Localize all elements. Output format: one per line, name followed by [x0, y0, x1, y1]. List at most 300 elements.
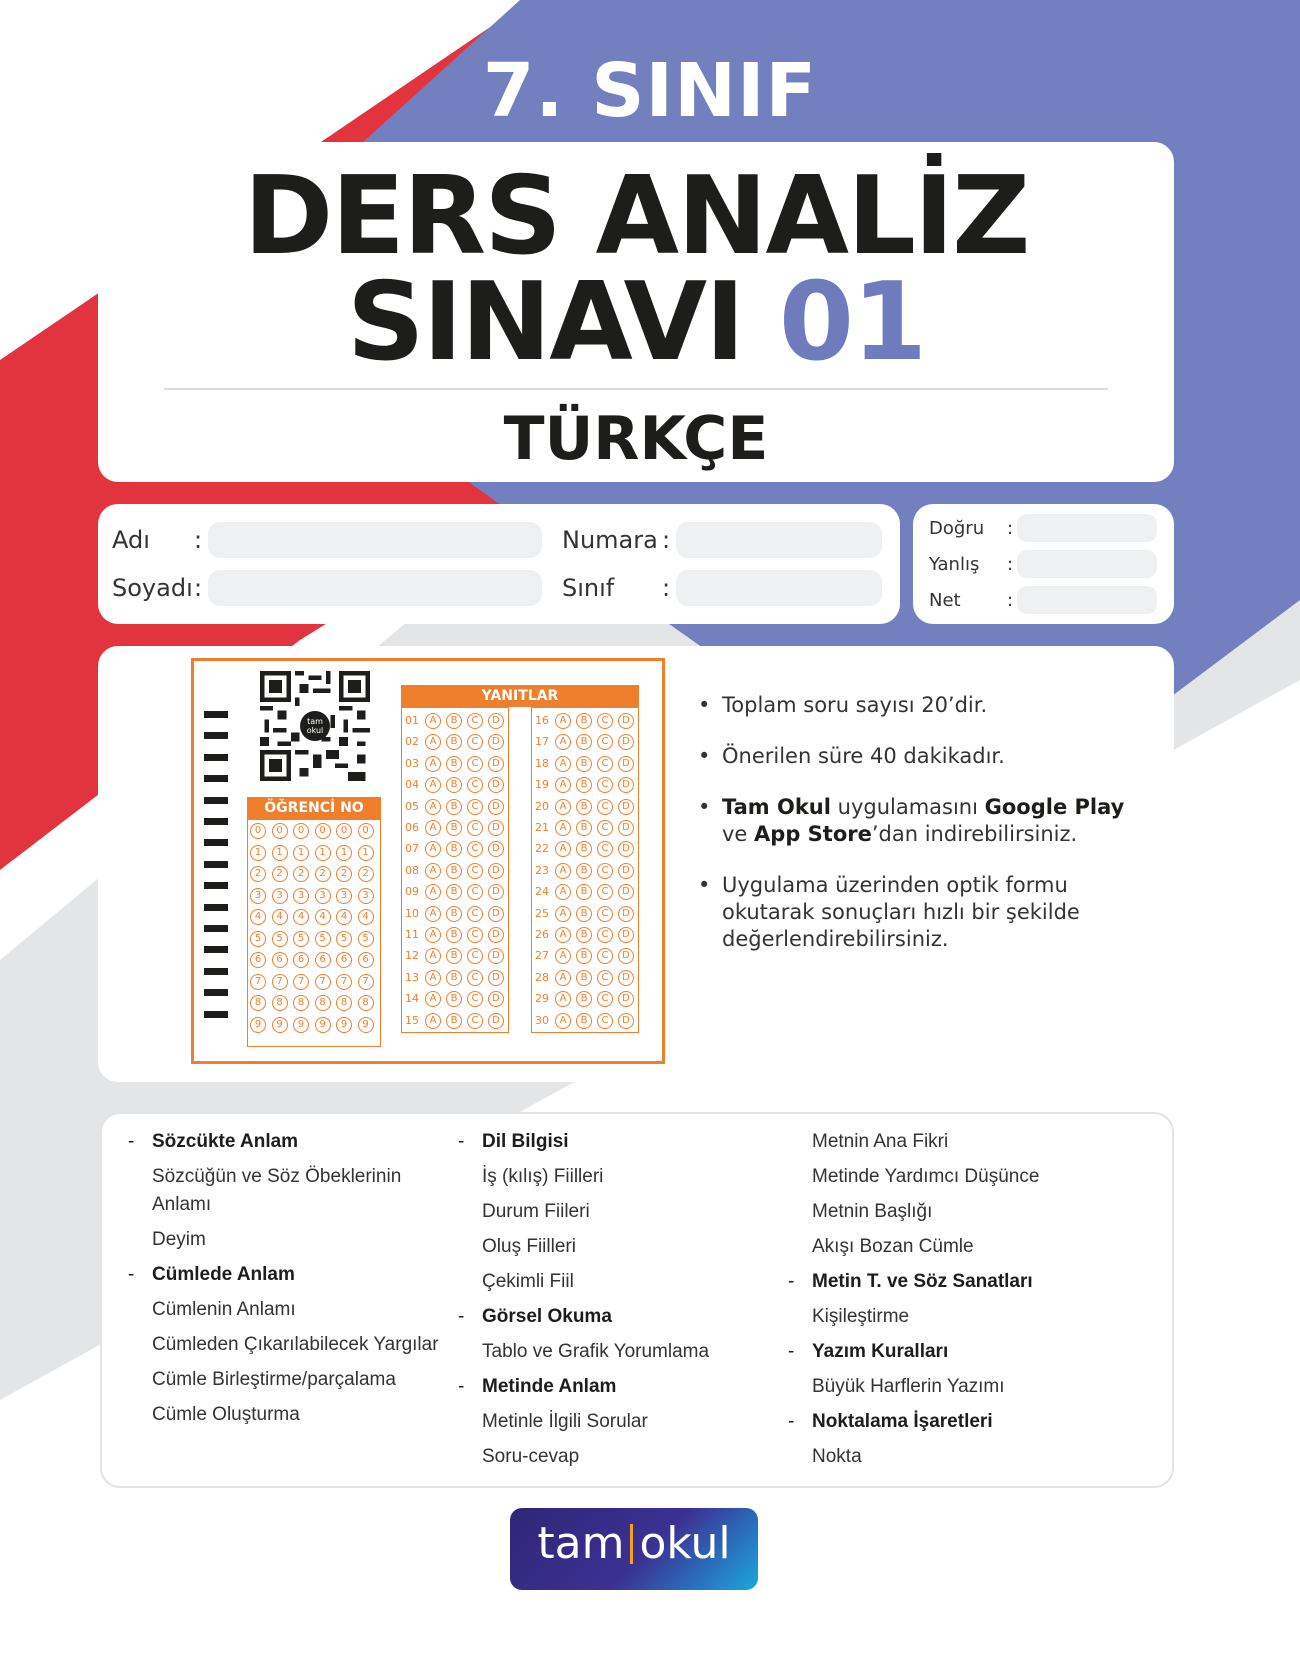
student-no-bubble[interactable]: 6: [250, 952, 266, 968]
instruction-item: [698, 692, 1138, 719]
answer-bubble[interactable]: D: [488, 906, 504, 922]
answer-bubble[interactable]: A: [425, 777, 441, 793]
topic-item: Metnin Ana Fikri: [812, 1131, 949, 1152]
question-number: 18: [535, 756, 549, 770]
student-no-bubble[interactable]: 7: [315, 974, 331, 990]
student-no-bubble[interactable]: 3: [293, 888, 309, 904]
topic-heading: - Metinde Anlam: [482, 1373, 782, 1401]
topic-heading: - Görsel Okuma: [482, 1303, 782, 1331]
answer-bubble[interactable]: A: [425, 863, 441, 879]
topic-item: Cümle Birleştirme/parçalama: [152, 1369, 396, 1390]
logo-right: okul: [639, 1518, 731, 1569]
answer-bubble[interactable]: B: [446, 991, 462, 1007]
answer-bubble[interactable]: D: [618, 970, 634, 986]
student-no-bubble[interactable]: 9: [272, 1017, 288, 1033]
answer-bubble[interactable]: A: [425, 948, 441, 964]
topic-item: Büyük Harflerin Yazımı: [812, 1376, 1005, 1397]
timing-mark: [204, 904, 228, 911]
student-no-bubble[interactable]: 7: [336, 974, 352, 990]
answer-bubble[interactable]: A: [555, 841, 571, 857]
score-card: [913, 504, 1174, 624]
student-no-bubble[interactable]: 4: [358, 909, 374, 925]
student-no-bubble[interactable]: 4: [272, 909, 288, 925]
answer-bubble[interactable]: C: [597, 799, 613, 815]
answer-bubble[interactable]: C: [467, 1013, 483, 1029]
answer-bubble[interactable]: C: [467, 948, 483, 964]
answer-bubble[interactable]: D: [618, 991, 634, 1007]
student-no-bubble[interactable]: 8: [315, 995, 331, 1011]
answer-bubble[interactable]: D: [488, 1013, 504, 1029]
question-number: 12: [405, 949, 419, 963]
answer-bubble[interactable]: A: [555, 1013, 571, 1029]
student-no-bubble[interactable]: 2: [293, 866, 309, 882]
question-number: 29: [535, 992, 549, 1006]
number-colon: :: [662, 526, 671, 554]
answer-bubble[interactable]: A: [425, 1013, 441, 1029]
answer-bubble[interactable]: A: [555, 799, 571, 815]
answer-bubble[interactable]: D: [488, 799, 504, 815]
answer-bubble[interactable]: B: [576, 799, 592, 815]
answer-bubble[interactable]: B: [576, 970, 592, 986]
answer-bubble[interactable]: C: [467, 777, 483, 793]
answer-bubble[interactable]: C: [597, 820, 613, 836]
topic-heading: - Sözcükte Anlam: [152, 1128, 452, 1156]
topics-column-3: [812, 1128, 1112, 1478]
title-card: [98, 142, 1174, 482]
correct-label: Doğru: [929, 518, 985, 539]
answer-bubble[interactable]: A: [425, 970, 441, 986]
answer-bubble[interactable]: B: [446, 1013, 462, 1029]
answer-bubble[interactable]: B: [576, 991, 592, 1007]
question-number: 13: [405, 970, 419, 984]
answer-bubble[interactable]: D: [488, 927, 504, 943]
student-no-bubble[interactable]: 4: [250, 909, 266, 925]
topic-heading: - Noktalama İşaretleri: [812, 1408, 1112, 1436]
class-colon: :: [662, 574, 671, 602]
question-number: 14: [405, 992, 419, 1006]
student-no-bubble[interactable]: 8: [272, 995, 288, 1011]
answer-bubble[interactable]: C: [597, 927, 613, 943]
answer-bubble[interactable]: D: [618, 756, 634, 772]
answer-bubble[interactable]: B: [576, 841, 592, 857]
wrong-colon: :: [1007, 554, 1014, 575]
question-number: 09: [405, 885, 419, 899]
instructions-list: [698, 692, 1138, 977]
timing-mark: [204, 861, 228, 868]
student-no-bubble[interactable]: 0: [293, 823, 309, 839]
instruction-item: [698, 743, 1138, 770]
student-no-bubble[interactable]: 8: [336, 995, 352, 1011]
timing-mark: [204, 732, 228, 739]
answer-bubble[interactable]: C: [597, 948, 613, 964]
instruction-text: App Store: [754, 822, 872, 846]
exam-title-word: SINAVI: [346, 260, 744, 385]
answer-bubble[interactable]: B: [576, 906, 592, 922]
answer-bubble[interactable]: D: [488, 991, 504, 1007]
timing-mark: [204, 925, 228, 932]
answer-bubble[interactable]: A: [555, 777, 571, 793]
topic-item: İş (kılış) Fiilleri: [482, 1166, 604, 1187]
topic-item: Cümlenin Anlamı: [152, 1299, 296, 1320]
answer-bubble[interactable]: C: [597, 1013, 613, 1029]
answer-bubble[interactable]: B: [446, 927, 462, 943]
answer-bubble[interactable]: B: [446, 884, 462, 900]
surname-label: Soyadı: [112, 574, 193, 602]
question-number: 04: [405, 778, 419, 792]
answer-bubble[interactable]: D: [488, 863, 504, 879]
net-field[interactable]: [1017, 586, 1157, 614]
student-no-bubble[interactable]: 2: [272, 866, 288, 882]
question-number: 23: [535, 863, 549, 877]
answer-bubble[interactable]: A: [555, 991, 571, 1007]
student-no-bubble[interactable]: 1: [336, 845, 352, 861]
timing-mark: [204, 989, 228, 996]
answer-bubble[interactable]: B: [446, 906, 462, 922]
student-no-bubble[interactable]: 9: [336, 1017, 352, 1033]
timing-mark: [204, 1011, 228, 1018]
name-field[interactable]: [208, 522, 542, 558]
student-no-bubble[interactable]: 3: [315, 888, 331, 904]
answer-bubble[interactable]: D: [618, 1013, 634, 1029]
name-label: Adı: [112, 526, 150, 554]
topics-column-1: [152, 1128, 452, 1436]
student-no-bubble[interactable]: 5: [336, 931, 352, 947]
number-field[interactable]: [676, 522, 882, 558]
timing-mark: [204, 754, 228, 761]
qr-logo-badge: [300, 711, 330, 741]
student-no-bubble[interactable]: 9: [315, 1017, 331, 1033]
logo-left: tam: [537, 1518, 625, 1569]
topic-heading: - Yazım Kuralları: [812, 1338, 1112, 1366]
answer-bubble[interactable]: A: [425, 756, 441, 772]
student-no-bubble[interactable]: 2: [315, 866, 331, 882]
answer-bubble[interactable]: C: [467, 884, 483, 900]
logo-text: [510, 1518, 758, 1569]
answer-bubble[interactable]: C: [467, 841, 483, 857]
student-no-bubble[interactable]: 3: [272, 888, 288, 904]
question-number: 20: [535, 799, 549, 813]
question-number: 03: [405, 756, 419, 770]
answer-bubble[interactable]: B: [576, 1013, 592, 1029]
student-no-bubble[interactable]: 5: [272, 931, 288, 947]
student-no-bubble[interactable]: 6: [272, 952, 288, 968]
topic-item: Metinle İlgili Sorular: [482, 1411, 648, 1432]
answer-bubble[interactable]: D: [618, 927, 634, 943]
answer-bubble[interactable]: C: [467, 863, 483, 879]
instruction-text: Tam Okul: [722, 795, 831, 819]
answer-bubble[interactable]: C: [467, 927, 483, 943]
question-number: 08: [405, 863, 419, 877]
net-colon: :: [1007, 590, 1014, 611]
question-number: 10: [405, 906, 419, 920]
answer-bubble[interactable]: A: [555, 734, 571, 750]
student-info-card: [98, 504, 900, 624]
topic-item: Cümle Oluşturma: [152, 1404, 300, 1425]
answer-bubble[interactable]: D: [618, 841, 634, 857]
topic-item: Oluş Fiilleri: [482, 1236, 576, 1257]
answer-bubble[interactable]: C: [467, 820, 483, 836]
answer-bubble[interactable]: D: [488, 970, 504, 986]
answer-bubble[interactable]: A: [425, 799, 441, 815]
answer-bubble[interactable]: A: [555, 756, 571, 772]
student-no-bubble[interactable]: 1: [250, 845, 266, 861]
wrong-field[interactable]: [1017, 550, 1157, 578]
topic-item: Metinde Yardımcı Düşünce: [812, 1166, 1040, 1187]
answer-bubble[interactable]: A: [425, 884, 441, 900]
question-number: 21: [535, 821, 549, 834]
topic-item: Tablo ve Grafik Yorumlama: [482, 1341, 710, 1362]
exam-title-line2: [98, 260, 1174, 385]
timing-mark: [204, 711, 228, 718]
instruction-item: [698, 794, 1138, 848]
answer-bubble[interactable]: A: [425, 713, 441, 729]
topic-item: Deyim: [152, 1229, 206, 1250]
answer-bubble[interactable]: D: [618, 799, 634, 815]
grade-title: 7. SINIF: [482, 48, 818, 134]
surname-field[interactable]: [208, 570, 542, 606]
answer-bubble[interactable]: A: [555, 970, 571, 986]
student-no-bubble[interactable]: 3: [250, 888, 266, 904]
topic-heading: - Dil Bilgisi: [482, 1128, 782, 1156]
answer-bubble[interactable]: B: [576, 863, 592, 879]
surname-colon: :: [194, 574, 203, 602]
answer-bubble[interactable]: B: [446, 799, 462, 815]
answer-bubble[interactable]: D: [618, 734, 634, 750]
student-no-bubble[interactable]: 9: [250, 1017, 266, 1033]
net-label: Net: [929, 590, 961, 611]
student-no-bubble[interactable]: 2: [336, 866, 352, 882]
student-no-bubble[interactable]: 0: [315, 823, 331, 839]
qr-logo-line1: tam: [307, 717, 323, 726]
student-no-bubble[interactable]: 0: [358, 823, 374, 839]
answer-bubble[interactable]: B: [446, 777, 462, 793]
student-no-bubble[interactable]: 5: [293, 931, 309, 947]
class-field[interactable]: [676, 570, 882, 606]
qr-logo-line2: okul: [306, 726, 324, 735]
answer-bubble[interactable]: C: [597, 970, 613, 986]
answer-bubble[interactable]: D: [488, 777, 504, 793]
student-no-bubble[interactable]: 7: [358, 974, 374, 990]
answer-bubble[interactable]: D: [488, 841, 504, 857]
student-no-bubble[interactable]: 4: [336, 909, 352, 925]
answer-bubble[interactable]: D: [618, 884, 634, 900]
topic-item: Soru-cevap: [482, 1446, 580, 1467]
question-number: 07: [405, 842, 419, 856]
student-no-bubble[interactable]: 7: [293, 974, 309, 990]
student-no-bubble[interactable]: 2: [358, 866, 374, 882]
student-no-bubble[interactable]: 6: [315, 952, 331, 968]
answer-bubble[interactable]: A: [555, 884, 571, 900]
topic-item: Akışı Bozan Cümle: [812, 1236, 974, 1257]
answer-bubble[interactable]: D: [618, 906, 634, 922]
answer-bubble[interactable]: B: [446, 970, 462, 986]
answer-bubble[interactable]: C: [597, 713, 613, 729]
answer-bubble[interactable]: C: [597, 906, 613, 922]
topic-item: Kişileştirme: [812, 1306, 910, 1327]
answer-bubble[interactable]: A: [555, 906, 571, 922]
wrong-label: Yanlış: [929, 554, 980, 575]
answer-bubble[interactable]: A: [425, 841, 441, 857]
student-no-bubble[interactable]: 0: [250, 823, 266, 839]
timing-mark: [204, 797, 228, 804]
answer-bubble[interactable]: B: [576, 734, 592, 750]
student-no-bubble[interactable]: 5: [250, 931, 266, 947]
logo-divider: [630, 1524, 633, 1564]
answer-bubble[interactable]: C: [597, 841, 613, 857]
answer-bubble[interactable]: D: [488, 713, 504, 729]
answer-bubble[interactable]: D: [488, 948, 504, 964]
answer-bubble[interactable]: C: [467, 991, 483, 1007]
optic-form-card: [98, 646, 1174, 1082]
answer-bubble[interactable]: C: [597, 777, 613, 793]
topics-card: [100, 1112, 1174, 1488]
question-number: 16: [535, 714, 549, 727]
answer-bubble[interactable]: D: [618, 820, 634, 836]
student-no-bubble[interactable]: 9: [293, 1017, 309, 1033]
answer-bubble[interactable]: D: [618, 948, 634, 964]
student-no-bubble[interactable]: 1: [293, 845, 309, 861]
answer-bubble[interactable]: C: [597, 734, 613, 750]
answer-bubble[interactable]: A: [555, 948, 571, 964]
answer-bubble[interactable]: D: [488, 756, 504, 772]
answer-bubble[interactable]: B: [446, 820, 462, 836]
question-number: 26: [535, 928, 549, 941]
question-number: 06: [405, 821, 419, 834]
timing-mark: [204, 818, 228, 825]
answer-bubble[interactable]: C: [597, 756, 613, 772]
student-no-bubble[interactable]: 7: [272, 974, 288, 990]
student-no-bubble[interactable]: 6: [358, 952, 374, 968]
instruction-item: [698, 872, 1138, 953]
optic-answer-sheet: [191, 658, 665, 1064]
answer-bubble[interactable]: D: [488, 734, 504, 750]
answer-bubble[interactable]: A: [555, 713, 571, 729]
question-number: 11: [405, 928, 419, 941]
question-number: 25: [535, 906, 549, 920]
answer-bubble[interactable]: A: [425, 734, 441, 750]
answer-bubble[interactable]: B: [576, 884, 592, 900]
instruction-text: ’dan indirebilirsiniz.: [871, 822, 1078, 846]
student-no-bubble[interactable]: 8: [358, 995, 374, 1011]
student-no-bubble[interactable]: 6: [293, 952, 309, 968]
answer-bubble[interactable]: A: [555, 820, 571, 836]
student-no-bubble[interactable]: 2: [250, 866, 266, 882]
answer-bubble[interactable]: B: [446, 841, 462, 857]
student-no-bubble[interactable]: 3: [358, 888, 374, 904]
correct-field[interactable]: [1017, 514, 1157, 542]
answer-bubble[interactable]: B: [576, 756, 592, 772]
student-no-bubble[interactable]: 9: [358, 1017, 374, 1033]
answer-bubble[interactable]: B: [446, 756, 462, 772]
answer-bubble[interactable]: B: [446, 713, 462, 729]
answer-bubble[interactable]: B: [576, 713, 592, 729]
question-number: 05: [405, 799, 419, 813]
question-number: 30: [535, 1013, 549, 1027]
topic-item: Cümleden Çıkarılabilecek Yargılar: [152, 1334, 439, 1355]
student-no-bubble[interactable]: 8: [293, 995, 309, 1011]
answer-bubble[interactable]: D: [618, 777, 634, 793]
student-no-bubble[interactable]: 6: [336, 952, 352, 968]
topic-item: Çekimli Fiil: [482, 1271, 574, 1292]
answer-bubble[interactable]: D: [488, 884, 504, 900]
answer-bubble[interactable]: D: [488, 820, 504, 836]
answer-bubble[interactable]: C: [467, 970, 483, 986]
student-no-bubble[interactable]: 5: [315, 931, 331, 947]
timing-mark: [204, 968, 228, 975]
exam-title-line1: DERS ANALİZ: [243, 154, 1029, 279]
answer-bubble[interactable]: B: [576, 948, 592, 964]
student-no-bubble[interactable]: 3: [336, 888, 352, 904]
exam-number: 01: [778, 260, 926, 385]
answers-header: YANITLAR: [401, 685, 639, 707]
student-no-bubble[interactable]: 1: [315, 845, 331, 861]
tamokul-logo: [510, 1508, 758, 1590]
answer-bubble[interactable]: B: [576, 777, 592, 793]
instruction-text: ve: [722, 822, 755, 846]
student-no-bubble[interactable]: 5: [358, 931, 374, 947]
student-no-bubble[interactable]: 0: [272, 823, 288, 839]
student-no-bubble[interactable]: 0: [336, 823, 352, 839]
student-no-bubble[interactable]: 8: [250, 995, 266, 1011]
topic-heading: - Metin T. ve Söz Sanatları: [812, 1268, 1112, 1296]
answer-bubble[interactable]: B: [446, 948, 462, 964]
title-divider: [164, 388, 1108, 390]
topic-item: Nokta: [812, 1446, 862, 1467]
answer-bubble[interactable]: B: [446, 734, 462, 750]
answer-bubble[interactable]: A: [555, 863, 571, 879]
question-number: 02: [405, 735, 419, 749]
subject-title: TÜRKÇE: [503, 404, 769, 474]
answer-bubble[interactable]: C: [597, 991, 613, 1007]
student-no-bubble[interactable]: 1: [358, 845, 374, 861]
question-number: 19: [535, 778, 549, 792]
timing-mark: [204, 946, 228, 953]
correct-colon: :: [1007, 518, 1014, 539]
student-no-bubble[interactable]: 7: [250, 974, 266, 990]
answer-bubble[interactable]: A: [425, 991, 441, 1007]
timing-mark: [204, 882, 228, 889]
answer-bubble[interactable]: C: [597, 884, 613, 900]
student-no-bubble[interactable]: 1: [272, 845, 288, 861]
student-no-bubble[interactable]: 4: [293, 909, 309, 925]
answer-bubble[interactable]: B: [576, 820, 592, 836]
timing-mark: [204, 775, 228, 782]
timing-mark: [204, 839, 228, 846]
answer-bubble[interactable]: B: [576, 927, 592, 943]
class-label: Sınıf: [562, 574, 615, 602]
answer-bubble[interactable]: A: [425, 927, 441, 943]
student-no-bubble[interactable]: 4: [315, 909, 331, 925]
answer-bubble[interactable]: C: [467, 734, 483, 750]
answer-bubble[interactable]: C: [467, 906, 483, 922]
answer-bubble[interactable]: B: [446, 863, 462, 879]
answer-bubble[interactable]: C: [467, 799, 483, 815]
number-label: Numara: [562, 526, 658, 554]
question-number: 01: [405, 714, 419, 727]
answer-bubble[interactable]: A: [425, 820, 441, 836]
question-number: 24: [535, 885, 549, 899]
answer-bubble[interactable]: C: [467, 756, 483, 772]
instruction-text: Uygulama üzerinden optik formu okutarak sonuçları hızlı bir şekilde değerlendirebilirsiniz.: [722, 873, 1080, 951]
answer-bubble[interactable]: D: [618, 713, 634, 729]
name-colon: :: [194, 526, 203, 554]
answer-bubble[interactable]: D: [618, 863, 634, 879]
answer-bubble[interactable]: A: [425, 906, 441, 922]
answer-bubble[interactable]: C: [467, 713, 483, 729]
answer-bubble[interactable]: C: [597, 863, 613, 879]
answer-bubble[interactable]: A: [555, 927, 571, 943]
topic-heading: - Cümlede Anlam: [152, 1261, 452, 1289]
